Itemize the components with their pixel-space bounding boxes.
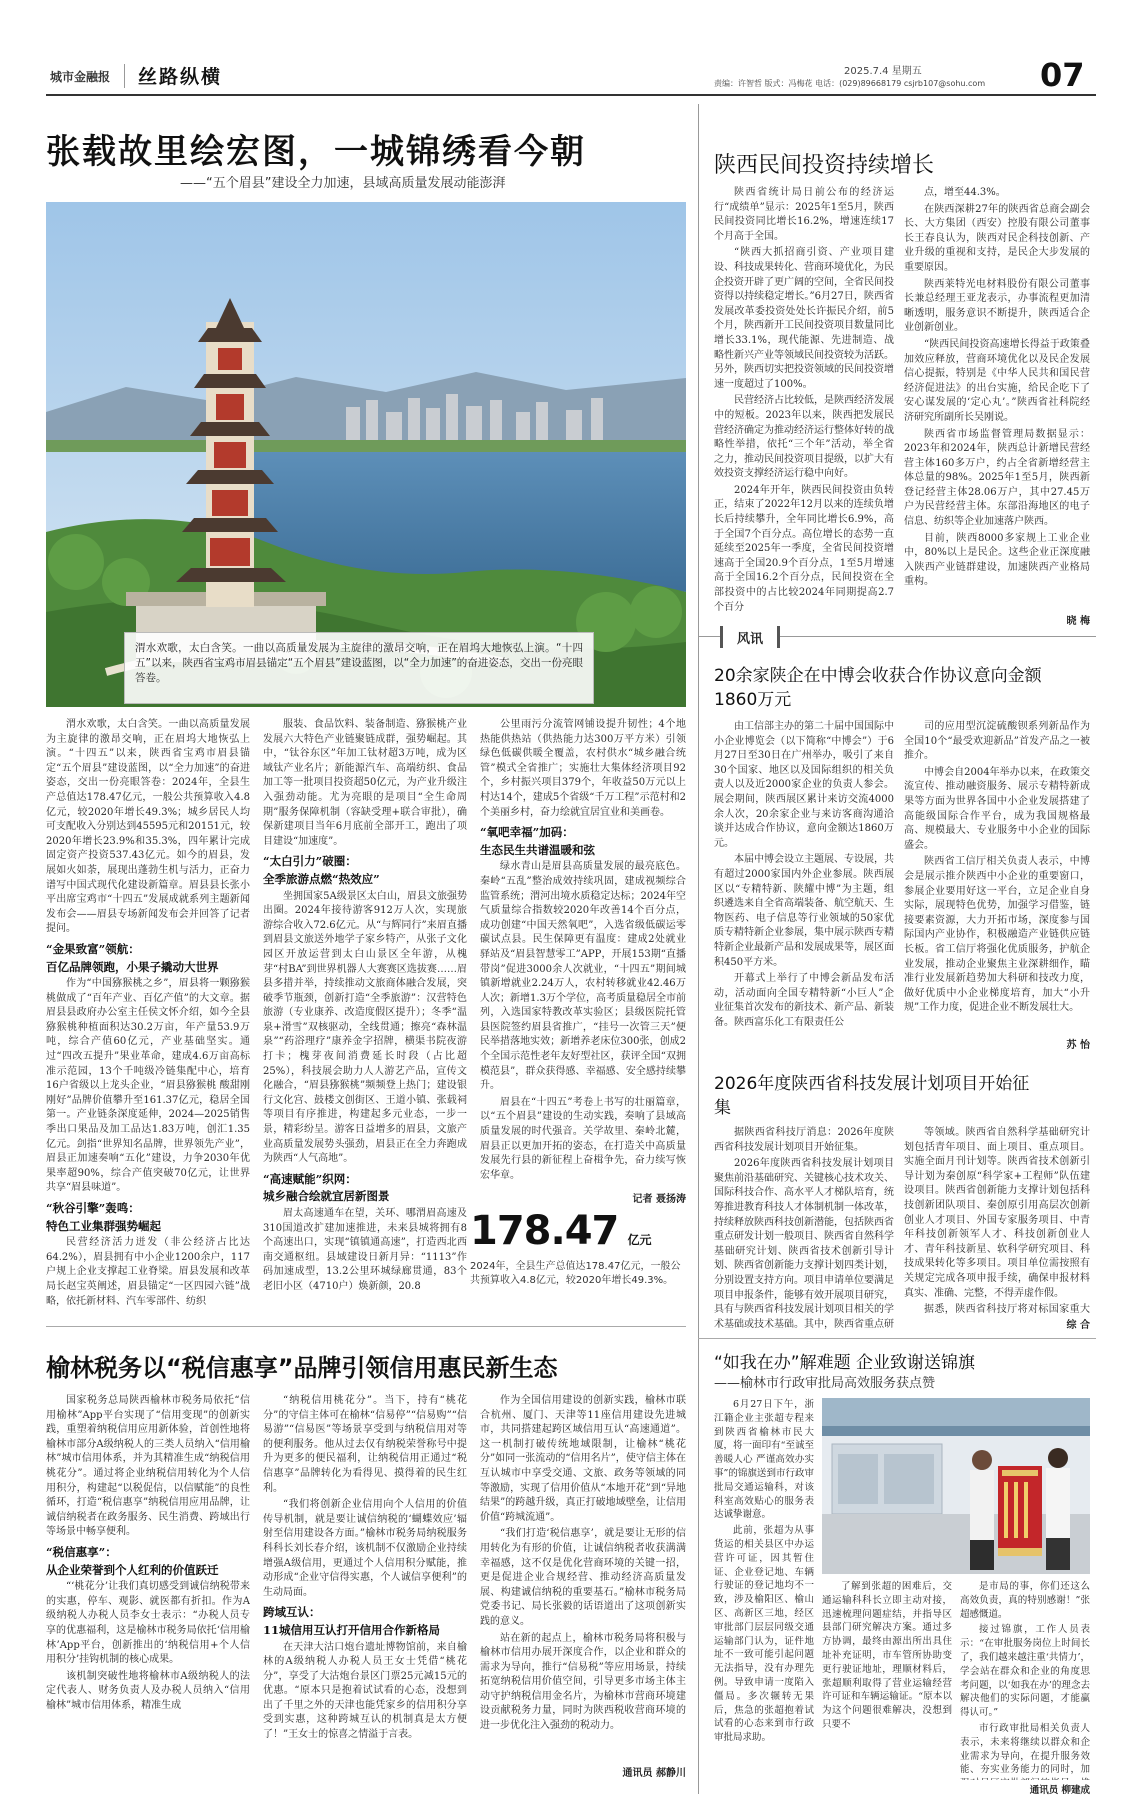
scitech-col1-paragraph-1: 据陕西省科技厅消息：2026年度陕西省科技发展计划项目开始征集。 [714,1127,894,1153]
lead-sub2-title: “秋谷引擎”轰鸣： [46,1201,140,1215]
scitech-col2-paragraph-2: 据悉，陕西省科技厅将对标国家重大 [924,1304,1090,1316]
expo-column-2 [904,720,1090,1036]
page-number: 07 [1040,56,1085,94]
lead-sub3-title: “太白引力”破圈： [263,854,357,869]
invest-col1-paragraph-4: 2024年开年，陕西民间投资由负转正，结束了2022年12月以来的连续负增长后持续攀升，全年同比增长6.9%，高于全国7个百分点。高位增长的态势一直延续至2025年一季度，全省民间投资增速高于全国20.9个百分点，1至5月增速高于全国16.2个百分点，民间投资在全部投资中的占比较2024年同期提高2.7个百分 [714,484,894,613]
invest-col2-paragraph-5: 陕西省市场监督管理局数据显示：2023年和2024年，陕西总计新增民营经营主体160多万户，约占全省新增经营主体总量的98%。2025年1至5月，陕西新登记经营主体28.06万户，其中27.45万户为民营经营主体。东部沿海地区的电子信息、纺织等企业加速落户陕西。 [904,428,1090,528]
expo-col1-paragraph-2: 本届中博会设立主题展、专设展，共有超过2000家国内外企业参展。陕西展区以“专精特新、陕耀中博”为主题，组织遴选来自全省高端装备、航空航天、生物医药、电子信息等行业领域的50家优质专精特新企业参展，集中展示陕西专精特新企业最新产品和发展成果等，展区面积450平方米。 [714,854,894,968]
tax-sub2-title: 跨域互认： [263,1605,321,1620]
header-divider-short [124,64,125,88]
lead-sub3-subtitle: 全季旅游点燃“热效应” [263,871,380,886]
lead-sub5-subtitle: 生态民生共谱温暖和弦 [480,842,595,857]
photo-caption-box [124,632,594,704]
tax-column-2 [263,1394,467,1774]
invest-byline: 晓 梅 [1066,616,1090,627]
lead-col1-paragraph: 渭水欢歌，太白含笑。一曲以高质量发展为主旋律的激昂交响，正在眉坞大地恢弘上演。“十四五”以来，陕西省宝鸡市眉县锚定“五个眉县”建设蓝图，以“全力加速”的奋进姿态，交出一份亮眼答卷：2024年，全县生产总值达178.47亿元，一般公共预算收入4.8亿元，较2020年增长49.3%；城乡居民人均可支配收入分别达到45595元和20151元，较2020年增长23.9%和35.3%，四年累计完成固定资产投资537.43亿元。如今的眉县，发展如火如荼，展现出蓬勃生机与活力，正奋力谱写中国式现代化建设新篇章。眉县县长张小平出席宝鸡市“十四五”发展成就系列主题新闻发布会——眉县专场新闻发布会并回答了记者提问。 [46,719,250,935]
lead-sub1-title: “金果致富”领航： [46,941,140,956]
lead-bottom-rule [46,1326,686,1327]
service-byline: 通讯员 柳建成 [1029,1785,1090,1796]
tax-byline: 通讯员 郝静川 [622,1768,686,1779]
service-col3-paragraph-3: 市行政审批局相关负责人表示，未来将继续以群众和企业需求为导向，在提升服务效能、夯实业务能力的同时，加 [960,1722,1090,1776]
lead-sub4-title: “高速赋能”织网： [263,1171,357,1186]
banner-presentation-illustration [822,1398,1090,1574]
tax-col1b-paragraph-1: “‘桃花分’让我们真切感受到诚信纳税带来的实惠，停车、观影、就医都有折扣。作为A级纳税人办税人员李女士表示：“办税人员专享的优惠福利，这是榆林市税务局依托‘信用榆林’App平台，创新推出的‘纳税信用+个人信用积分’挂钩机制的核心成果。 [46,1581,250,1666]
service-photo [822,1398,1090,1574]
service-col1-paragraph-1: 6月27日下午，浙江籍企业主张超专程来到陕西省榆林市民大厦，将一面印有“至诚至善暖人心 严谨高效办实事”的锦旗送到市行政审批局交通运输科，对该科室高效贴心的服务表达诚挚谢意。 [714,1399,814,1521]
expo-col1-paragraph-1: 由工信部主办的第二十届中国国际中小企业博览会（以下简称“中博会”）于6月27日至30日在广州举办，吸引了来自30个国家、地区以及国际组织的相关负责人以及近2000家企业的负责人参会。展会期间，陕西展区累计来访交流4000余人次，20余家企业与来访客商沟通洽谈并达成合作协议，意向金额达1860万元。 [714,721,894,849]
lead-sub1-subtitle: 百亿品牌领跑，小果子撬动大世界 [46,959,219,974]
invest-col2-paragraph-2: 在陕西深耕27年的陕西省总商会副会长、大方集团（西安）控股有限公司董事长王春良认为，陕西对民企科技创新、产业升级的重视和支持，是民企大步发展的重要原因。 [904,203,1090,273]
service-subheadline: ——榆林市行政审批局高效服务获点赞 [714,1376,936,1391]
fengxun-tag-label: 风讯 [737,632,764,647]
tax-sub1-subtitle: 从企业荣誉到个人红利的价值跃迁 [46,1562,219,1577]
expo-col2-paragraph-2: 中博会自2004年举办以来，在政策交流宣传、推动融资服务、展示专精特新成果等方面为世界各国中小企业发展搭建了高能级国际合作平台，成为我国规格最高、规模最大、专业服务中小企业的国际盛会。 [904,766,1090,851]
tax-column-1 [46,1394,250,1774]
photo-caption: 渭水欢歌，太白含笑。一曲以高质量发展为主旋律的激昂交响，正在眉坞大地恢弘上演。“十四五”以来，陕西省宝鸡市眉县锚定“五个眉县”建设蓝图，以“全力加速”的奋进姿态，交出一份亮眼答卷。 [135,642,583,684]
expo-byline: 苏 怡 [1066,1040,1090,1051]
stat-note: 2024年，全县生产总值达178.47亿元，一般公共预算收入4.8亿元，较2020年增长49.3%。 [470,1261,681,1286]
stat-unit: 亿元 [627,1233,652,1247]
lead-sub5-title: “氧吧幸福”加码： [480,825,574,840]
service-col2-paragraph-1: 了解到张超的困难后，交通运输科科长立即主动对接，迅速梳理问题症结，并指导区县部门研究解决方案。通过多方协调，最终由源出所出具住址补充证明，市车管所协助变更行驶证地址，理顺材料后，张超顺利取得了营业运输经营许可证和车辆运输证。“原本以为这个问题很难解决，没想到只要不 [822,1581,952,1730]
stat-callout [470,1208,686,1318]
lead-col1c-paragraph: 民营经济活力迸发（非公经济占比达64.2%），眉县拥有中小企业1200余户，117户规上企业支撑起工业脊梁。眉县发展和改革局长赵宝英阐述，眉县锚定“一区四园六链”战略，依托新材料、汽车零部件、纺织 [46,1237,250,1307]
tax-col3-paragraph-3: 站在新的起点上，榆林市税务局将积极与榆林市信用办展开深度合作，以企业和群众的需求为导向，推行“信易税”等应用场景，持续拓宽纳税信用价值空间，引导更多市场主体主动守护纳税信用金名片，为榆林市营商环境建设贡献税务力量，同时为陕西税收营商环境的进一步优化注入强劲的税动力。 [480,1632,686,1732]
tax-col1b-paragraph-2: 该机制突破性地将榆林市A级纳税人的法定代表人、财务负责人及办税人员纳入“信用榆林”城市信用体系，精准生成 [46,1670,250,1711]
expo-column-1 [714,720,894,1050]
expo-col1-paragraph-3: 开幕式上举行了中博会新品发布活动，活动面向全国专精特新“小巨人”企业征集首次发布的新技术、新产品、新装备。陕西富乐化工有限责任公 [714,973,894,1028]
tax-headline: 榆林税务以“税信惠享”品牌引领信用惠民新生态 [46,1354,558,1382]
lead-col3-paragraph: 公里雨污分流管网铺设提升韧性；4个地热能供热站（供热能力达300万平方米）引领绿色低碳供暖全覆盖，农村供水“城乡融合统管”模式全省推广；实施壮大集体经济项目92个，乡村振兴项目379个，年收益50万元以上村达14个，建成5个省级“千万工程”示范村和2个美丽乡村，奋力绘就宜居宜业和美画卷。 [480,719,686,818]
invest-col2-paragraph-3: 陕西莱特光电材料股份有限公司董事长兼总经理王亚龙表示，办事流程更加清晰透明，服务意识不断提升，陕西适合企业创新创业。 [904,278,1090,334]
tax-col2-paragraph-2: “我们将创新企业信用向个人信用的价值传导机制，就是要让诚信纳税的‘蝴蝶效应’辐射至信用建设各方面。”榆林市税务局纳税服务科科长刘长春介绍，该机制不仅激励企业持续增强A级信用，更通过个人信用积分赋能，推动形成“企业守信得实惠，个人诚信享便利”的生动局面。 [263,1499,467,1598]
invest-col1-paragraph-2: “陕西大抓招商引资、产业项目建设、科技成果转化、营商环境优化，为民企投资开辟了更广阔的空间，全省民间投资得以持续稳定增长。”6月27日，陕西省发展改革委投资处处长许振民介绍，前5个月，陕西新开工民间投资项目数量同比增长33.1%，现代能源、先进制造、战略性新兴产业等领域民间投资较为活跃。另外，陕西切实把投资领域的民间投资增速一度超过了100%。 [714,247,894,390]
lead-col3b-paragraph-1: 绿水青山是眉县高质量发展的最亮底色。秦岭“五乱”整治成效持续巩固，建成视频综合监管系统；渭河出境水质稳定达标；2024年空气质量综合指数较2020年改善14个百分点，成功创建“中国天然氧吧”，入选省级低碳运零碳试点县。民生保障更有温度：建成2处就业驿站及“眉县智慧零工”APP，开展153期“直播带岗”促进3000余人次就业，“十四五”期间城镇新增就业2.24万人，农村转移就业42.46万人次；新增1.3万个学位，高考质量稳居全市前列，入选国家特教改革实验区；县级医院托管县医院签约眉县省推广，“挂号一次管三天”便民举措落地实效；新增养老床位300张，创成2个全国示范性老年友好型社区，获评全国“双拥模范县”，群众获得感、幸福感、安全感持续攀升。 [480,861,686,1092]
service-column-3 [960,1580,1090,1780]
tax-column-3 [480,1394,686,1760]
lead-sub2-subtitle: 特色工业集群强势崛起 [46,1218,161,1233]
service-col3-paragraph-2: 接过锦旗，工作人员表示：“在审批服务岗位上时间长了，我们越来越注重‘共情力’，学会站在群众和企业的角度思考问题，以‘如我在办’的理念去解决他们的实际问题，才能赢得认可。” [960,1624,1090,1719]
lead-sub4-subtitle: 城乡融合绘就宜居新图景 [263,1189,390,1204]
lead-col2-paragraph: 服装、食品饮料、装备制造、猕猴桃产业发展六大特色产业链聚链成群，强势崛起。其中，“钛谷东区”年加工钛材超3万吨，成为区域钛产业名片；新能源汽车、高端纺织、食品加工等一批项目投资超50亿元，为产业升级注入强劲动能。尤为亮眼的是项目“全生命周期”服务保障机制（容缺受理+联合审批），确保新建项目当年6月底前全部开工，跑出了项目建设“加速度”。 [263,719,467,847]
service-column-2 [822,1580,952,1800]
paper-name: 城市金融报 [50,70,111,84]
lead-byline: 记者 聂扬涛 [632,1194,686,1205]
lead-column-1 [46,718,250,1438]
lead-column-3 [480,718,686,1186]
stat-value: 178.47 [470,1208,619,1254]
expo-col2-paragraph-1: 司的应用型沉淀硫酸钡系列新品作为全国10个“最受欢迎新品”首发产品之一被推介。 [904,721,1090,762]
service-col1-paragraph-2: 此前，张超为从事货运的相关县区中办运营许可证，因其暂住证、企业登记地、车辆行驶证的登记地均不一致，涉及榆阳区、榆山区、高新区三地，经区审批部门层层同级交通运输部门认为，证件地址不一致可能引起问题无法指导，没有办理先例。导致申请一度陷入僵局。多次辗转无果后，焦急的张超抱着试试看的心态来到市行政审批局求助。 [714,1525,814,1744]
tax-sub2-subtitle: 11城信用互认打开信用合作新格局 [263,1622,441,1637]
scitech-headline: 2026年度陕西省科技发展计划项目开始征集 [714,1074,1030,1118]
section-name: 丝路纵横 [138,66,223,88]
tax-col2-paragraph-1: “纳税信用桃花分”。当下，持有“桃花分”的守信主体可在榆林“信易停”“信易购”“信易游”“信易医”等场景享受到与纳税信用对等的便利服务。他从过去仅有纳税荣誉称号中提升为更多的便民福利，让纳税信用正通过“税信惠享”品牌转化为看得见、摸得着的民生红利。 [263,1395,467,1494]
scitech-col1-paragraph-2: 2026年度陕西省科技发展计划项目聚焦前沿基础研究、关键核心技术攻关、国际科技合作、高水平人才梯队培育，统筹推进教育科技人才体制机制一体改革，持续释放陕西科技创新潜能，包括陕西省重点研发计划一般项目、陕西省自然科学基础研究计划、陕西省技术创新引导计划、陕西省创新能力支撑计划四类计划，分别设置支持方向。项目申请单位要满足项目申报条件，能够有效开展项目研究，具有与陕西省科技发展计划项目相关的学术基础或技术基础。其中，陕西省重点研 [714,1158,894,1330]
lead-column-2 [263,718,467,1438]
service-col3-paragraph-1: 是市局的事，你们还这么高效负责，真的特别感谢！”张超感慨道。 [960,1581,1090,1620]
service-headline: “如我在办”解难题 企业致谢送锦旗 [714,1353,976,1373]
scitech-byline: 综 合 [1066,1320,1090,1331]
header-credits: 责编：许智哲 版式：冯梅花 电话：(029)89668179 csjrb107@sohu.com [714,79,986,88]
invest-column-1 [714,186,894,626]
scitech-column-1 [714,1126,894,1330]
lead-col2b-paragraph: 坐拥国家5A级景区太白山，眉县文旅强势出圈。2024年接待游客912万人次，实现旅游综合收入72.6亿元。从“与辉同行”来眉直播到眉县文旅送外地学子家乡特产，从张子文化园区开放运营到太白山景区全年游，从槐芽“村BA”到世界机器人大赛赛区选拔赛……眉县多措并举，持续推动文旅商体融合发展，突破季节瓶颈，创新打造“全季旅游”：汉营特色旅游（专业康养、改造度假区提升）；冬季“温泉+滑雪”双核驱动，全线贯通；擦亮“森林温泉”“药浴理疗”康养金字招牌，横渠书院夜游打卡；槐芽夜间消费延长时段（占比超25%），科技展会助力人人游艺产品，宣传文化融合，“眉县猕猴桃”频频登上热门；建设银行文化宫、鼓楼文创街区、王道小镇、张载祠等项目有序推进，构建起多元业态，一步一景，精彩纷呈。游客日益增多的眉县，文旅产业高质量发展势头强劲，眉县正在全力奔跑成为陕西“人气高地”。 [263,890,467,1165]
service-column-1 [714,1398,814,1800]
page-date: 2025.7.4 星期五 [844,66,922,77]
fengxun-tag [720,626,780,648]
right-column-divider [698,104,699,1794]
tax-sub1-title: “税信惠享”： [46,1544,117,1559]
invest-col1-paragraph-1: 陕西省统计局日前公布的经济运行“成绩单”显示：2025年1至5月，陕西民间投资同比增长16.2%，增速连续17个月高于全国。 [714,187,894,242]
tax-col3-paragraph-1: 作为全国信用建设的创新实践，榆林市联合杭州、厦门、天津等11座信用建设先进城市，共同搭建起跨区域信用互认“高速通道”。这一机制打破传统地域限制，让榆林“桃花分”如同一张流动的“信用名片”，使守信主体在互认城市中享受交通、文旅、政务等领域的同等激励，实现了信用价值从“本地开花”到“异地结果”的跨越升级，真正打破地域壁垒，让信用价值“跨城流通”。 [480,1395,686,1523]
invest-headline: 陕西民间投资持续增长 [714,153,935,178]
invest-col2-paragraph-6: 目前，陕西8000多家规上工业企业中，80%以上是民企。这些企业正深度融入陕西产业链群建设，加速陕西产业格局重构。 [904,532,1090,588]
expo-col2-paragraph-3: 陕西省工信厅相关负责人表示，中博会是展示推介陕西中小企业的重要窗口，参展企业要用好这一平台，立足企业自身实际，展现特色优势，加强学习借鉴，链接要素资源，大力开拓市场，深度参与国际国内产业协作，积极融造产业链供应链长板。省工信厅将强化优质服务，护航企业发展，推动企业聚焦主业深耕细作，瞄准行业发展新趋势加大科研和技改力度，做好优质中小企业梯度培育，加大“小升规”工作力度，促进企业不断发展壮大。 [904,856,1090,1014]
expo-headline: 20余家陕企在中博会收获合作协议意向金额1860万元 [714,666,1042,710]
lead-subheadline: ——“五个眉县”建设全力加速，县域高质量发展动能澎湃 [180,176,506,191]
lead-headline: 张载故里绘宏图，一城锦绣看今朝 [46,132,586,172]
lead-col3b-paragraph-2: 眉县在“十四五”考卷上书写的壮丽篇章，以“五个眉县”建设的生动实践，奏响了县域高质量发展的时代强音。关学故里、秦岭北麓，眉县正以更加开拓的姿态，在打造关中高质量发展先行县的新征程上奋楫争先，奋力续写恢宏华章。 [480,1096,686,1181]
scitech-col2-paragraph-1: 等领域。陕西省自然科学基础研究计划包括青年项目、面上项目、重点项目。实施全面月刊计划等。陕西省技术创新引导计划为秦创原“科学家+工程师”队伍建设项目。陕西省创新能力支撑计划包括科技创新团队项目、秦创原引用高层次创新创业人才项目、外国专家服务项目、中青年科技创新领军人才、科技创新创业人才、青年科技新星、软科学研究项目、科技成果转化等多项目。项目单位需按照有关规定完成各项申报手续，确保申报材料真实、准确、完整，不得弄虚作假。 [904,1127,1090,1299]
tax-col1-paragraph: 国家税务总局陕西榆林市税务局依托“信用榆林”App平台实现了“信用变现”的创新实践，重塑着纳税信用应用新体验，首创性地将榆林市部分A级纳税人的三类人员纳入“信用榆林”城市信用体系，并为其精准生成“纳税信用桃花分”。通过将企业纳税信用转化为个人信用积分，构建起“以税促信，以信赋能”的良性循环，打造“税信惠享”纳税信用应用品牌，让诚信纳税者在政务服务、民生消费、跨域出行等场景中畅享便利。 [46,1395,250,1538]
invest-col2-paragraph-1: 点，增至44.3%。 [924,187,1006,198]
lead-col1b-paragraph: 作为“中国猕猴桃之乡”，眉县将一颗猕猴桃做成了“百年产业、百亿产值”的大文章。据眉县县政府办公室主任侯文怀介绍，如今全县猕猴桃种植面积达30.2万亩，年产量53.9万吨，综合产值60亿元，产业基础坚实。通过“四改五提升”果业革命，建成4.6万亩高标准示范园，13个千吨级冷链集配中心，培育16户省级以上龙头企业，“眉县猕猴桃 酸甜刚刚好”品牌价值攀升至161.37亿元，稳居全国第一。产业链条深度延伸，2024—2025销售季出口果品及加工品达1.83万吨，创汇1.35亿元。剑指“世界知名品牌，世界领先产业”，眉县正加速奏响“五化”建设，力争2030年优果率超90%，综合产值突破70亿元，让世界共享“眉县味道”。 [46,978,250,1194]
tax-col3-paragraph-2: “我们打造‘税信惠享’，就是要让无形的信用转化为有形的价值，让诚信纳税者收获满满幸福感，这不仅是优化营商环境的关键一招，更是促进企业合规经营、推动经济高质量发展、构建诚信纳税的重要基石。”榆林市税务局党委书记、局长张毅的话语道出了这项创新实践的意义。 [480,1528,686,1627]
invest-col1-paragraph-3: 民营经济占比较低，是陕西经济发展中的短板。2023年以来，陕西把发展民营经济确定为推动经济运行整体好转的战略性举措，依托“三个年”活动，举全省之力，推动民间投资项目提级，以扩大有效投资支撑经济运行稳中向好。 [714,395,894,480]
tax-col2b-paragraph: 在天津大沽口炮台遗址博物馆前，来自榆林的A级纳税人办税人员王女士凭借“桃花分”，享受了大沽炮台景区门票25元减15元的优惠。“原本只是抱着试试看的心态，没想到出了千里之外的天津也能凭家乡的信用积分享受到实惠，这种跨城互认的机制真是太方便了！”王女士的惊喜之情溢于言表。 [263,1641,467,1741]
lead-col2c-paragraph: 眉太高速通车在望，关环、哪渭眉高速及310国道改扩建加速推进，未来县城将拥有8个高速出口，实现“镇镇通高速”，打造西北西南交通枢纽。县域建设日新月异：“1113”作码加速成型，13.2公里环城绿廊贯通，83个老旧小区（4710户）焕新颜，20.8 [263,1208,467,1292]
header-rule [46,94,1096,96]
scitech-column-2 [904,1126,1090,1316]
service-top-rule [698,1338,1096,1339]
invest-col2-paragraph-4: “陕西民间投资高速增长得益于政策叠加效应释放，营商环境优化以及民企发展信心提振，特别是《中华人民共和国民营经济促进法》的出台实施，给民企吃下了安心谋发展的‘定心丸’。”陕西省社科院经济研究所副所长吴刚说。 [904,338,1090,423]
invest-column-2 [904,186,1090,612]
